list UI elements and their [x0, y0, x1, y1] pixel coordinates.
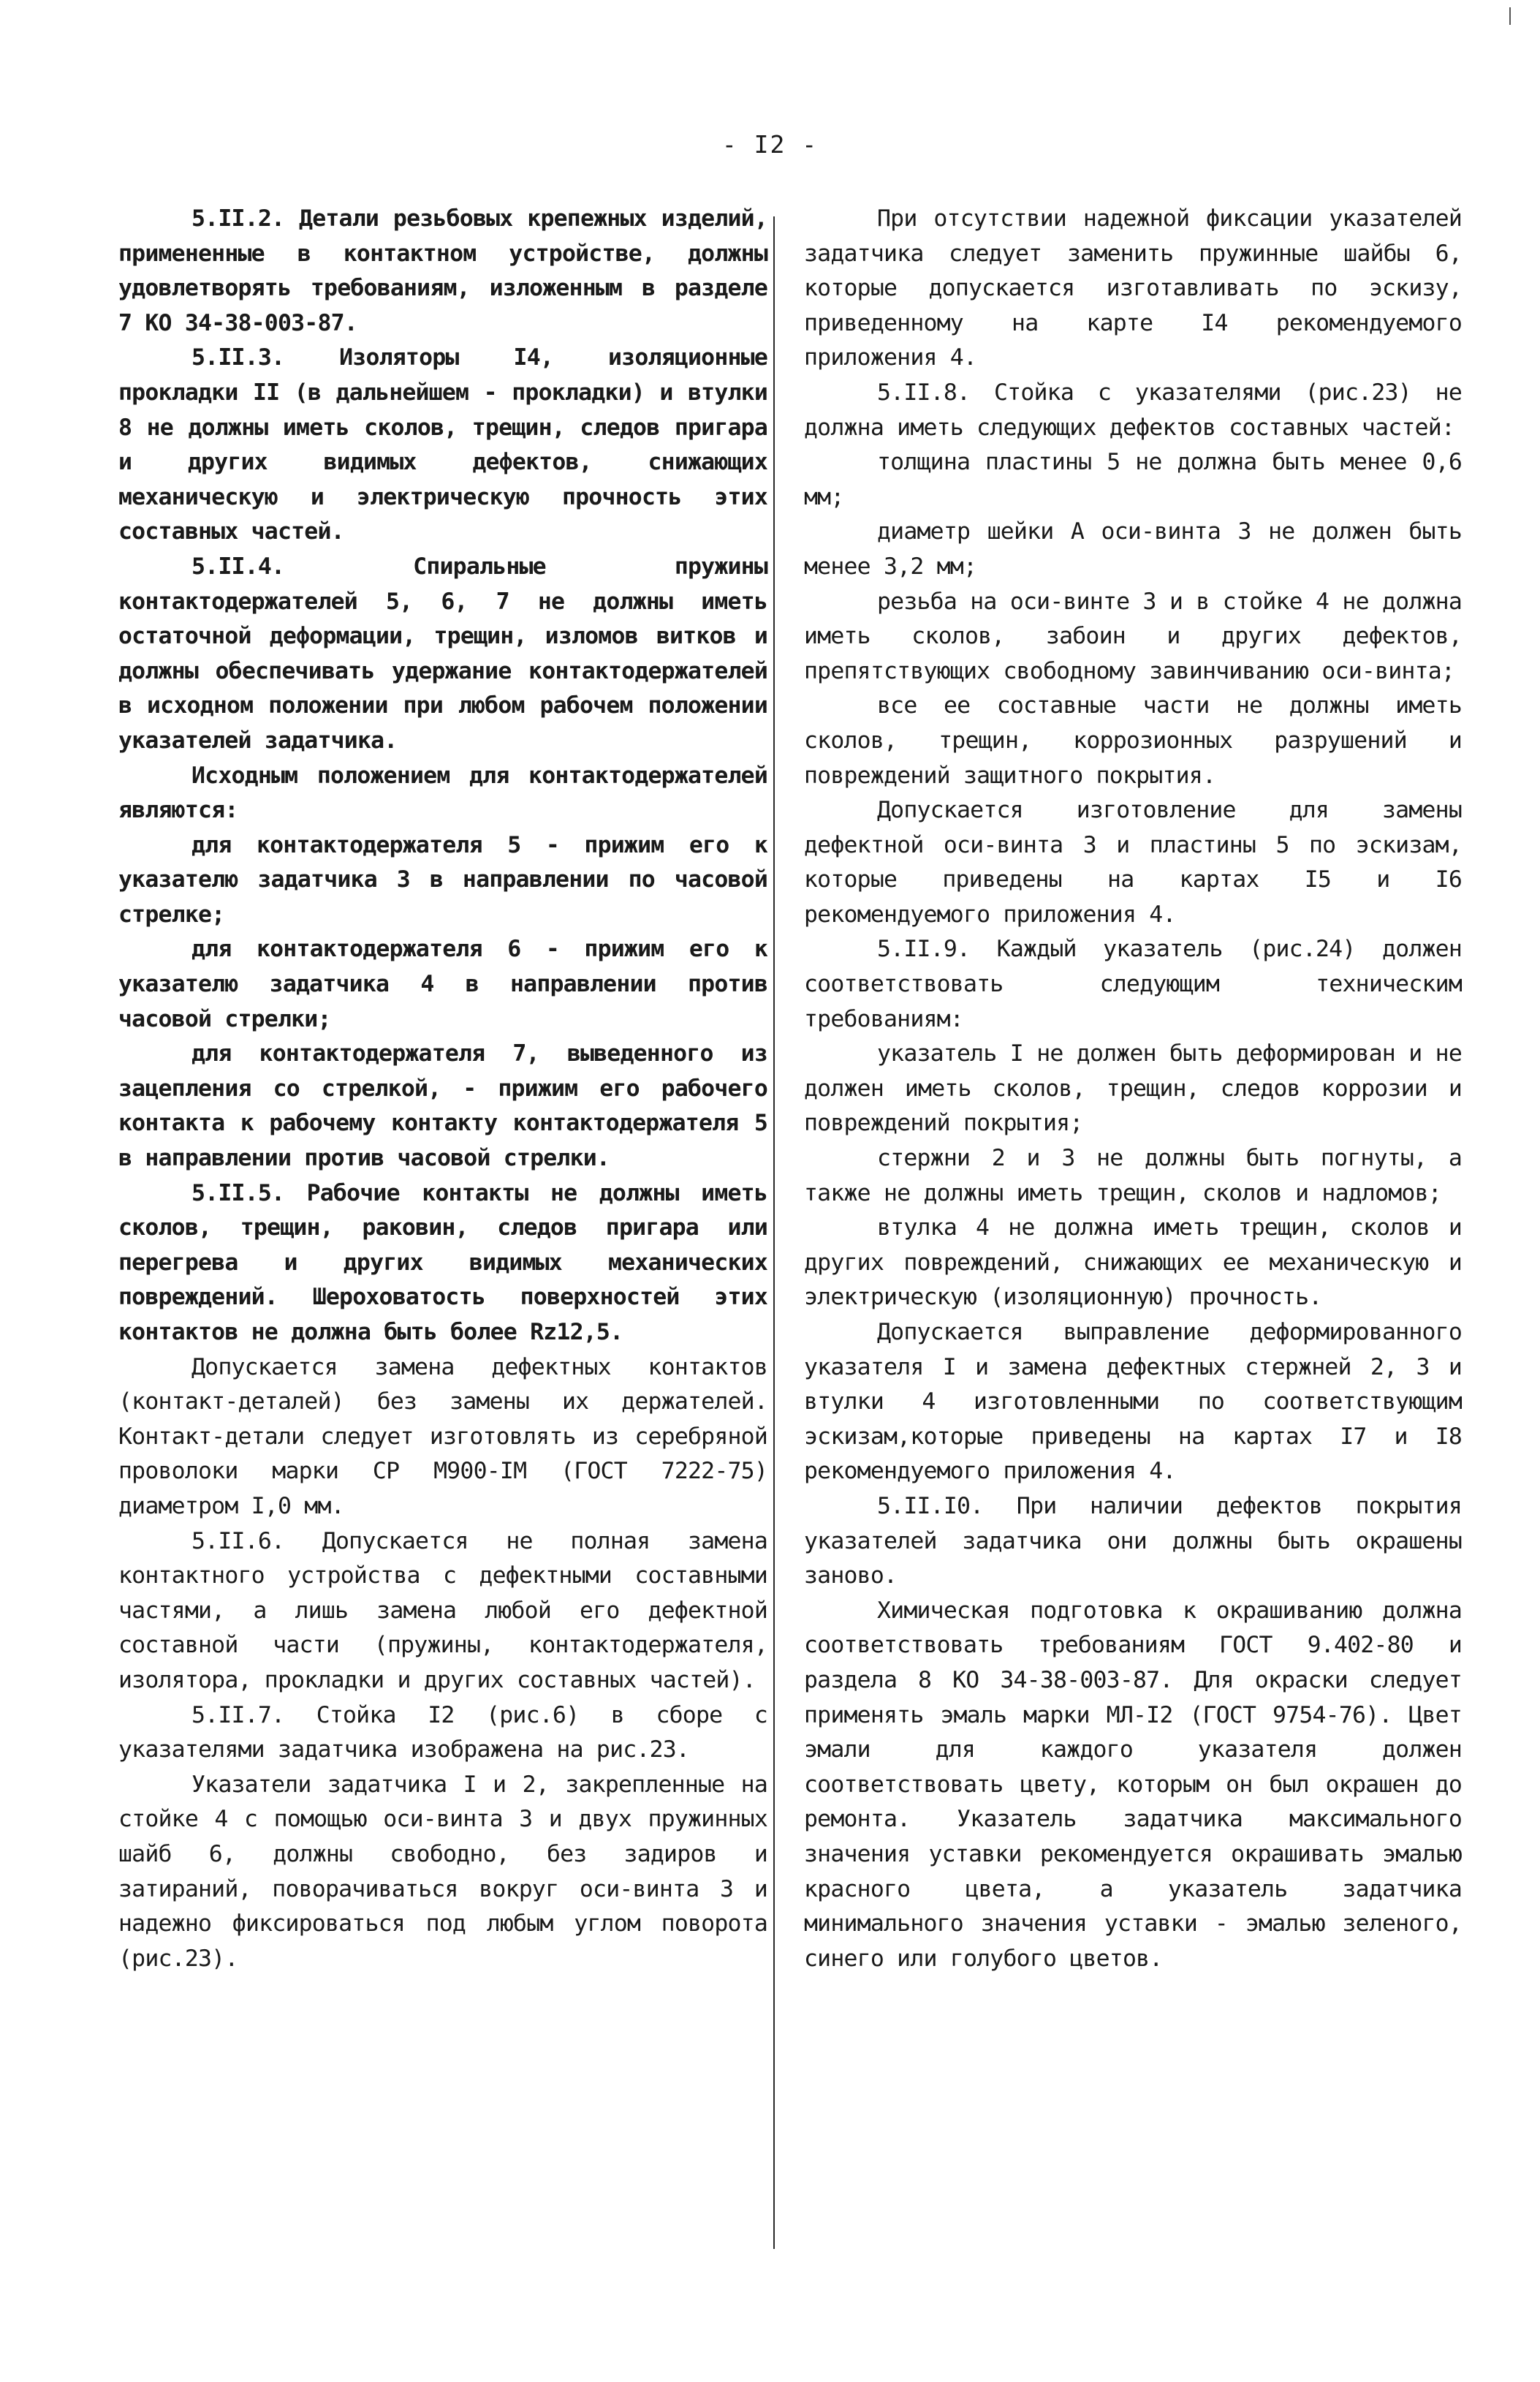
paragraph-fixation: При отсутствии надежной фиксации указателей задатчика следует заменить пружинные шайбы 6, которые допускается изготавливать по эскизу, приведенному на карте I4 рекомендуемого приложения 4. — [804, 205, 1462, 371]
paragraph-5-11-3: 5.II.3. Изоляторы I4, изоляционные прокладки II (в дальнейшем - прокладки) и втулки 8 не должны иметь сколов, трещин, следов пригара и других видимых дефектов, снижающих механическую и электрическую прочность этих составных частей. — [118, 344, 767, 545]
paragraph-5-11-6: 5.II.6. Допускается не полная замена контактного устройства с дефектными составными частями, а лишь замена любой его дефектной составной части (пружины, контактодержателя, изолятора, прокладки и других составных частей). — [118, 1527, 767, 1693]
margin-mark — [1509, 7, 1511, 25]
paragraph-holder-6: для контактодержателя 6 - прижим его к указателю задатчика 4 в направлении против часовой стрелки; — [118, 936, 767, 1032]
paragraph-5-11-4: 5.II.4. Спиральные пружины контактодержателей 5, 6, 7 не должны иметь остаточной деформации, трещин, изломов витков и должны обеспечивать удержание контактодержателей в исходном положении при любом рабочем положении указателей задатчика. — [118, 553, 767, 754]
page-number: - I2 - — [721, 130, 819, 159]
paragraph-plate-thickness: толщина пластины 5 не должна быть менее 0,6 мм; — [804, 449, 1462, 510]
column-divider — [773, 216, 775, 2249]
paragraph-5-11-2: 5.II.2. Детали резьбовых крепежных изделий, примененные в контактном устройстве, должны удовлетворять требованиям, изложенным в разделе 7 КО 34-38-003-87. — [118, 205, 767, 336]
left-column — [118, 202, 767, 1976]
paragraph-setter-pointers: Указатели задатчика I и 2, закрепленные на стойке 4 с помощью оси-винта 3 и двух пружинных шайб 6, должны свободно, без задиров и затираний, поворачиваться вокруг оси-винта 3 и надежно фиксироваться под любым углом поворота (рис.23). — [118, 1771, 767, 1972]
paragraph-chemical-preparation: Химическая подготовка к окрашиванию должна соответствовать требованиям ГОСТ 9.402-80 и раздела 8 КО 34-38-003-87. Для окраски следует применять эмаль марки МЛ-I2 (ГОСТ 9754-76). Цвет эмали для каждого указателя должен соответствовать цвету, которым он был окрашен до ремонта. Указатель задатчика максимального значения уставки рекомендуется окрашивать эмалью красного цвета, а указатель задатчика минимального значения уставки - эмалью зеленого, синего или голубого цветов. — [804, 1597, 1462, 1972]
paragraph-5-11-5: 5.II.5. Рабочие контакты не должны иметь сколов, трещин, раковин, следов пригара или перегрева и других видимых механических повреждений. Шероховатость поверхностей этих контактов не должна быть более Rz12,5. — [118, 1179, 767, 1345]
paragraph-pointer-1: указатель I не должен быть деформирован и не должен иметь сколов, трещин, следов коррозии и повреждений покрытия; — [804, 1040, 1462, 1137]
paragraph-components: все ее составные части не должны иметь сколов, трещин, коррозионных разрушений и повреждений защитного покрытия. — [804, 692, 1462, 789]
paragraph-initial-position: Исходным положением для контактодержателей являются: — [118, 762, 767, 824]
paragraph-rods: стержни 2 и 3 не должны быть погнуты, а также не должны иметь трещин, сколов и надломов; — [804, 1145, 1462, 1206]
paragraph-contact-replacement: Допускается замена дефектных контактов (контакт-деталей) без замены их держателей. Контакт-детали следует изготовлять из серебряной проволоки марки СР М900-IМ (ГОСТ 7222-75) диаметром I,0 мм. — [118, 1353, 767, 1519]
paragraph-thread: резьба на оси-винте 3 и в стойке 4 не должна иметь сколов, забоин и других дефектов, препятствующих свободному завинчиванию оси-винта; — [804, 588, 1462, 684]
paragraph-holder-5: для контактодержателя 5 - прижим его к указателю задатчика 3 в направлении по часовой стрелке; — [118, 831, 767, 928]
paragraph-axis-screw-replacement: Допускается изготовление для замены дефектной оси-винта 3 и пластины 5 по эскизам, которые приведены на картах I5 и I6 рекомендуемого приложения 4. — [804, 797, 1462, 928]
paragraph-bushing: втулка 4 не должна иметь трещин, сколов и других повреждений, снижающих ее механическую и электрическую (изоляционную) прочность. — [804, 1214, 1462, 1311]
paragraph-5-11-8: 5.II.8. Стойка с указателями (рис.23) не должна иметь следующих дефектов составных частей: — [804, 379, 1462, 441]
paragraph-5-11-9: 5.II.9. Каждый указатель (рис.24) должен соответствовать следующим техническим требованиям: — [804, 936, 1462, 1032]
right-column — [804, 202, 1462, 1976]
paragraph-holder-7: для контактодержателя 7, выведенного из зацепления со стрелкой, - прижим его рабочего контакта к рабочему контакту контактодержателя 5 в направлении против часовой стрелки. — [118, 1040, 767, 1172]
paragraph-straightening: Допускается выправление деформированного указателя I и замена дефектных стержней 2, 3 и втулки 4 изготовленными по соответствующим эскизам,которые приведены на картах I7 и I8 рекомендуемого приложения 4. — [804, 1319, 1462, 1485]
paragraph-neck-diameter: диаметр шейки А оси-винта 3 не должен быть менее 3,2 мм; — [804, 518, 1462, 580]
paragraph-5-11-10: 5.II.I0. При наличии дефектов покрытия указателей задатчика они должны быть окрашены заново. — [804, 1492, 1462, 1589]
paragraph-5-11-7: 5.II.7. Стойка I2 (рис.6) в сборе с указателями задатчика изображена на рис.23. — [118, 1701, 767, 1763]
